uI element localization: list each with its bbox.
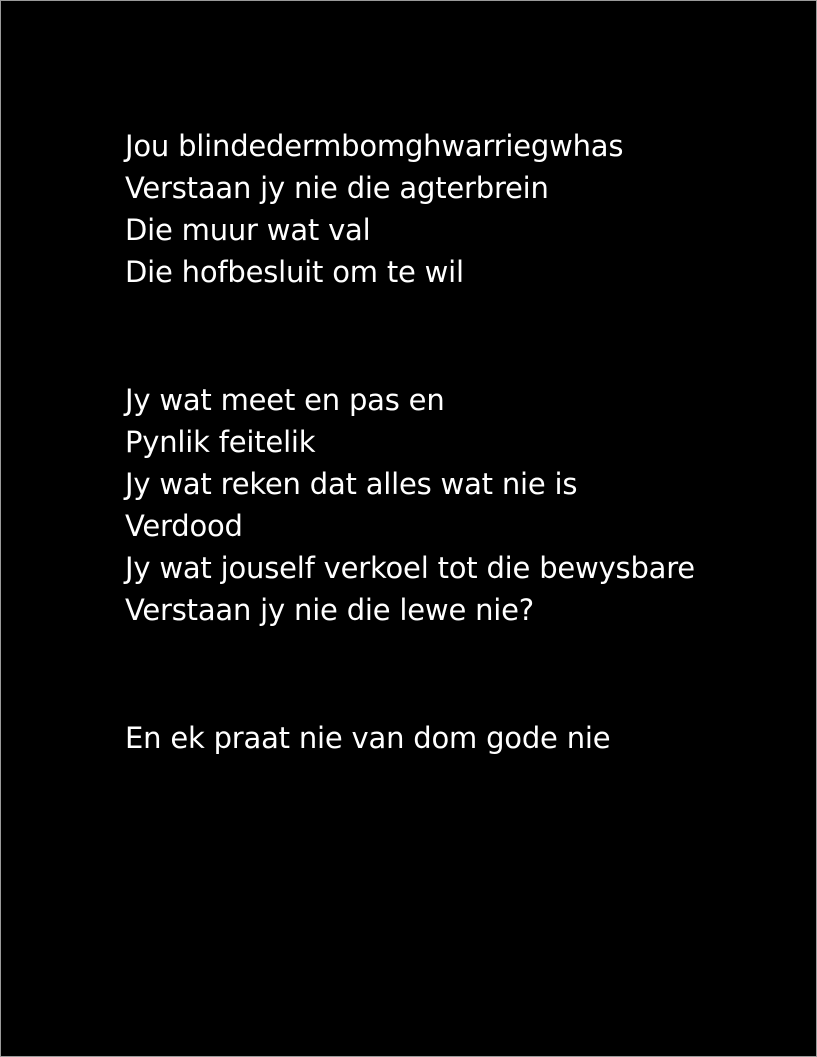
poem-line: Die hofbesluit om te wil xyxy=(125,255,464,289)
poem-line: Die muur wat val xyxy=(125,213,371,247)
poem-line: En ek praat nie van dom gode nie xyxy=(125,721,611,755)
stanza-3 xyxy=(125,717,695,759)
poem-line: Jy wat reken dat alles wat nie is xyxy=(125,467,578,501)
poem-line: Pynlik feitelik xyxy=(125,425,316,459)
poem xyxy=(125,125,695,759)
poem-line: Jy wat jouself verkoel tot die bewysbare xyxy=(125,551,695,585)
poem-line: Jou blindedermbomghwarriegwhas xyxy=(125,129,624,163)
stanza-1 xyxy=(125,125,695,293)
stanza-2 xyxy=(125,379,695,631)
poem-line: Verstaan jy nie die lewe nie? xyxy=(125,593,534,627)
poem-line: Verstaan jy nie die agterbrein xyxy=(125,171,549,205)
poem-line: Verdood xyxy=(125,509,243,543)
poem-line: Jy wat meet en pas en xyxy=(125,383,445,417)
